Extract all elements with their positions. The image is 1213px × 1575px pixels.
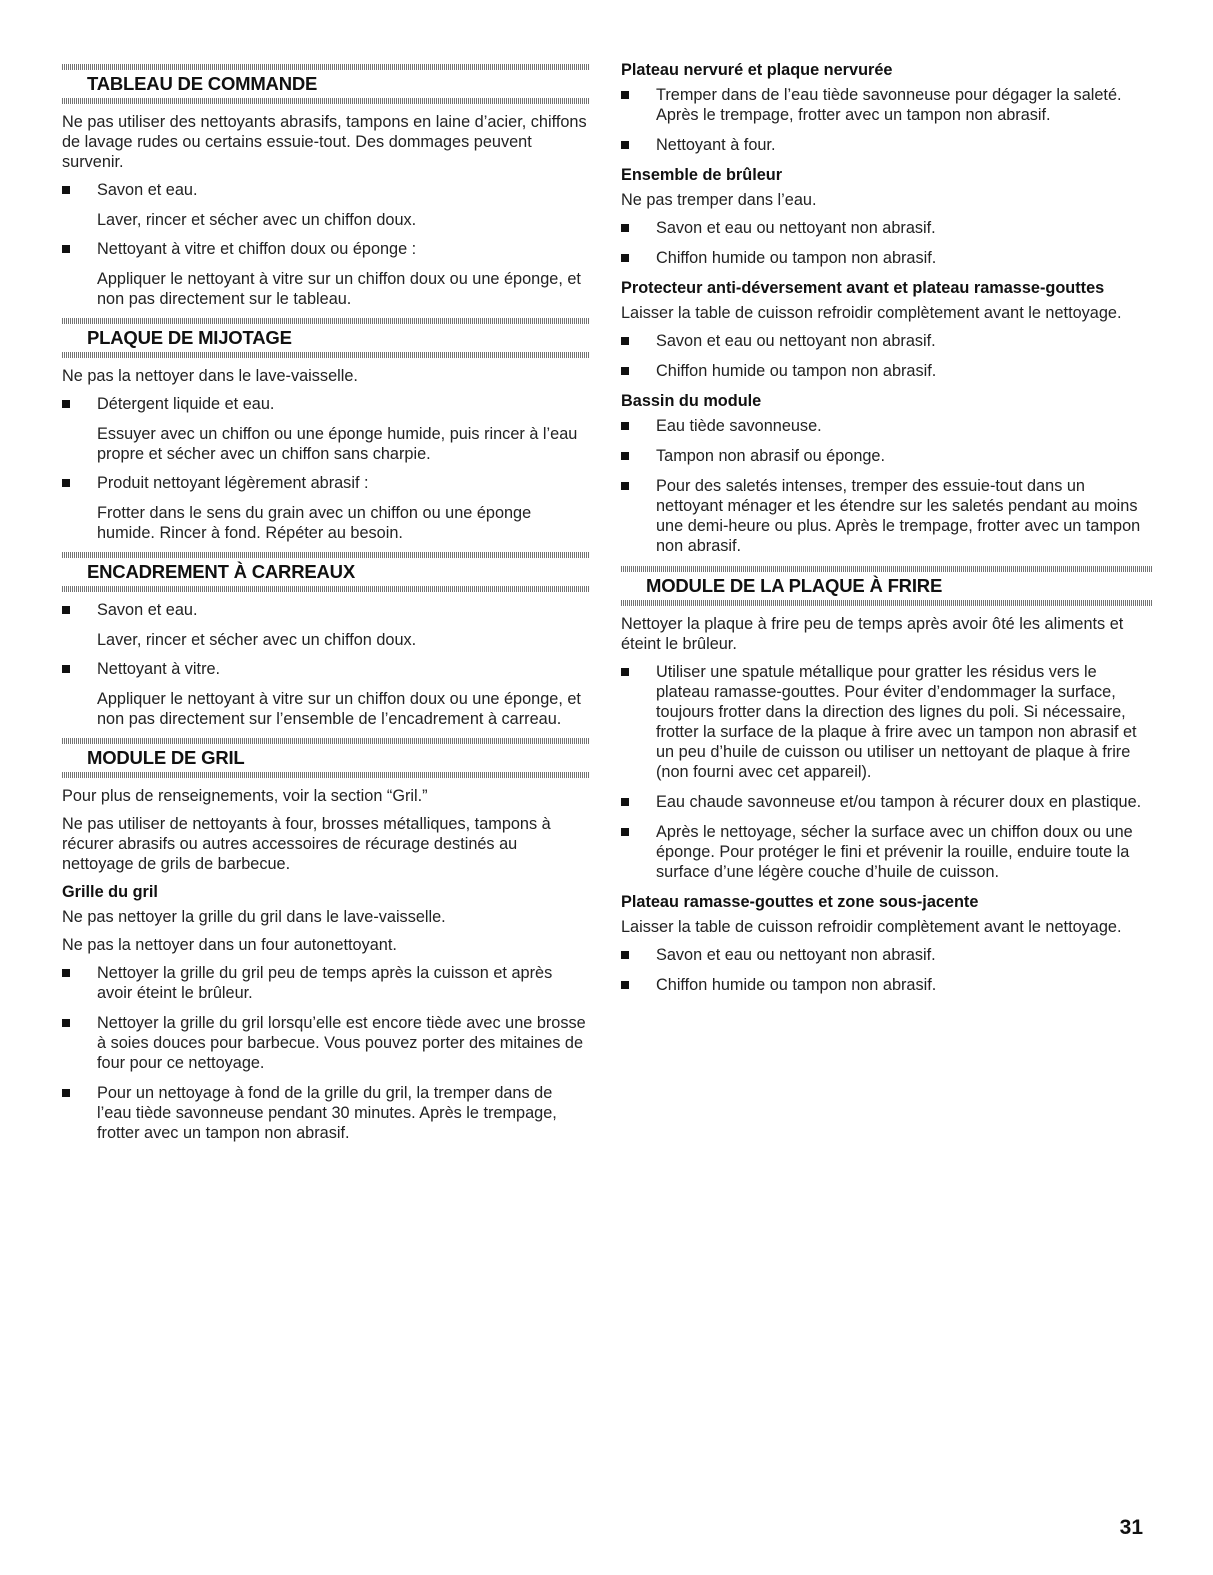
square-bullet-icon bbox=[621, 482, 629, 490]
square-bullet-icon bbox=[621, 798, 629, 806]
paragraph: Ne pas la nettoyer dans un four autonettoyant. bbox=[62, 936, 397, 954]
bullet-text: Nettoyer la grille du gril peu de temps après la cuisson et après avoir éteint le brûleur. bbox=[97, 964, 553, 1002]
indented-paragraph: Laver, rincer et sécher avec un chiffon doux. bbox=[97, 211, 417, 229]
bullet-text: Savon et eau ou nettoyant non abrasif. bbox=[656, 219, 936, 237]
square-bullet-icon bbox=[621, 668, 629, 676]
dotted-rule bbox=[62, 318, 590, 324]
dotted-rule bbox=[62, 738, 590, 744]
subheading: Ensemble de brûleur bbox=[621, 166, 783, 184]
bullet-text: Chiffon humide ou tampon non abrasif. bbox=[656, 249, 937, 267]
section-title: TABLEAU DE COMMANDE bbox=[87, 73, 318, 94]
bullet-text: Tremper dans de l’eau tiède savonneuse pour dégager la saleté. Après le trempage, frotter avec un tampon non abrasif. bbox=[656, 86, 1122, 124]
bullet-text: Savon et eau ou nettoyant non abrasif. bbox=[656, 332, 936, 350]
square-bullet-icon bbox=[621, 828, 629, 836]
bullet-item bbox=[62, 659, 590, 679]
bullet-item bbox=[621, 822, 1153, 882]
paragraph: Ne pas utiliser de nettoyants à four, brosses métalliques, tampons à récurer abrasifs ou autres accessoires de récurage destinés au nettoyage de grils de barbecue. bbox=[62, 815, 551, 873]
bullet-text: Chiffon humide ou tampon non abrasif. bbox=[656, 976, 937, 994]
bullet-text: Nettoyer la grille du gril lorsqu’elle est encore tiède avec une brosse à soies douces pour barbecue. Vous pouvez porter des mitaines de four pour ce nettoyage. bbox=[97, 1014, 586, 1072]
bullet-text: Chiffon humide ou tampon non abrasif. bbox=[656, 362, 937, 380]
bullet-text: Savon et eau ou nettoyant non abrasif. bbox=[656, 946, 936, 964]
bullet-item bbox=[621, 945, 1153, 965]
indented-paragraph: Appliquer le nettoyant à vitre sur un chiffon doux ou une éponge, et non pas directement sur l’ensemble de l’encadrement à carreau. bbox=[97, 690, 581, 728]
section-title: MODULE DE LA PLAQUE À FRIRE bbox=[646, 575, 943, 596]
bullet-text: Savon et eau. bbox=[97, 181, 198, 199]
square-bullet-icon bbox=[62, 1019, 70, 1027]
subheading: Plateau ramasse-gouttes et zone sous-jacente bbox=[621, 893, 979, 911]
square-bullet-icon bbox=[621, 951, 629, 959]
indented-paragraph: Essuyer avec un chiffon ou une éponge humide, puis rincer à l’eau propre et sécher avec un chiffon sans charpie. bbox=[97, 425, 578, 463]
paragraph: Ne pas nettoyer la grille du gril dans le lave-vaisselle. bbox=[62, 908, 446, 926]
section-heading bbox=[62, 552, 590, 592]
indented-paragraph: Frotter dans le sens du grain avec un chiffon ou une éponge humide. Rincer à fond. Répéter au besoin. bbox=[97, 504, 532, 542]
bullet-item bbox=[621, 476, 1153, 556]
square-bullet-icon bbox=[62, 400, 70, 408]
subheading: Protecteur anti-déversement avant et plateau ramasse-gouttes bbox=[621, 279, 1105, 297]
bullet-item bbox=[621, 248, 1153, 268]
dotted-rule bbox=[62, 64, 590, 70]
bullet-text: Nettoyant à four. bbox=[656, 136, 776, 154]
bullet-item bbox=[621, 416, 1153, 436]
indented-paragraph: Laver, rincer et sécher avec un chiffon doux. bbox=[97, 631, 417, 649]
square-bullet-icon bbox=[62, 606, 70, 614]
bullet-text: Eau chaude savonneuse et/ou tampon à récurer doux en plastique. bbox=[656, 793, 1142, 811]
square-bullet-icon bbox=[621, 337, 629, 345]
square-bullet-icon bbox=[62, 1089, 70, 1097]
bullet-item bbox=[621, 662, 1153, 782]
square-bullet-icon bbox=[62, 665, 70, 673]
bullet-text: Pour des saletés intenses, tremper des essuie-tout dans un nettoyant ménager et les étendre sur les saletés pendant au moins une demi-heure ou plus. Après le trempage, frotter avec un tampon non abrasif. bbox=[656, 477, 1141, 555]
bullet-item bbox=[62, 180, 590, 200]
paragraph: Ne pas tremper dans l’eau. bbox=[621, 191, 817, 209]
square-bullet-icon bbox=[621, 91, 629, 99]
dotted-rule bbox=[62, 772, 590, 778]
bullet-text: Pour un nettoyage à fond de la grille du gril, la tremper dans de l’eau tiède savonneuse pendant 30 minutes. Après le trempage, frotter avec un tampon non abrasif. bbox=[97, 1084, 557, 1142]
square-bullet-icon bbox=[621, 981, 629, 989]
bullet-item bbox=[62, 600, 590, 620]
paragraph: Nettoyer la plaque à frire peu de temps après avoir ôté les aliments et éteint le brûleur. bbox=[621, 615, 1124, 653]
bullet-item bbox=[621, 975, 1153, 995]
paragraph: Ne pas la nettoyer dans le lave-vaisselle. bbox=[62, 367, 358, 385]
bullet-item bbox=[621, 85, 1153, 125]
bullet-text: Tampon non abrasif ou éponge. bbox=[656, 447, 886, 465]
bullet-text: Après le nettoyage, sécher la surface avec un chiffon doux ou une éponge. Pour protéger le fini et prévenir la rouille, enduire toute la surface d’une légère couche d’huile de cuisson. bbox=[656, 823, 1133, 881]
section-heading bbox=[62, 738, 590, 778]
bullet-item bbox=[621, 361, 1153, 381]
paragraph: Ne pas utiliser des nettoyants abrasifs, tampons en laine d’acier, chiffons de lavage rudes ou certains essuie-tout. Des dommages peuvent survenir. bbox=[62, 113, 587, 171]
section-heading bbox=[62, 64, 590, 104]
section-title: ENCADREMENT À CARREAUX bbox=[87, 561, 355, 582]
page-number: 31 bbox=[1119, 1516, 1143, 1539]
bullet-item bbox=[62, 1083, 590, 1143]
bullet-text: Eau tiède savonneuse. bbox=[656, 417, 822, 435]
bullet-item bbox=[62, 473, 590, 493]
bullet-item bbox=[62, 963, 590, 1003]
square-bullet-icon bbox=[62, 479, 70, 487]
bullet-text: Savon et eau. bbox=[97, 601, 198, 619]
bullet-item bbox=[621, 446, 1153, 466]
square-bullet-icon bbox=[621, 141, 629, 149]
paragraph: Laisser la table de cuisson refroidir complètement avant le nettoyage. bbox=[621, 304, 1122, 322]
subheading: Bassin du module bbox=[621, 392, 762, 410]
dotted-rule bbox=[62, 352, 590, 358]
subheading: Grille du gril bbox=[62, 883, 158, 901]
section-heading bbox=[62, 318, 590, 358]
right-column bbox=[621, 60, 1153, 1005]
square-bullet-icon bbox=[62, 186, 70, 194]
square-bullet-icon bbox=[621, 452, 629, 460]
paragraph: Pour plus de renseignements, voir la section “Gril.” bbox=[62, 787, 428, 805]
square-bullet-icon bbox=[621, 224, 629, 232]
square-bullet-icon bbox=[62, 969, 70, 977]
bullet-item bbox=[621, 331, 1153, 351]
square-bullet-icon bbox=[621, 367, 629, 375]
dotted-rule bbox=[621, 600, 1153, 606]
subheading: Plateau nervuré et plaque nervurée bbox=[621, 61, 893, 79]
section-title: MODULE DE GRIL bbox=[87, 747, 245, 768]
bullet-text: Détergent liquide et eau. bbox=[97, 395, 275, 413]
dotted-rule bbox=[62, 552, 590, 558]
left-column bbox=[62, 60, 590, 1153]
bullet-item bbox=[62, 394, 590, 414]
dotted-rule bbox=[621, 566, 1153, 572]
bullet-text: Nettoyant à vitre et chiffon doux ou éponge : bbox=[97, 240, 417, 258]
bullet-text: Produit nettoyant légèrement abrasif : bbox=[97, 474, 369, 492]
square-bullet-icon bbox=[62, 245, 70, 253]
indented-paragraph: Appliquer le nettoyant à vitre sur un chiffon doux ou une éponge, et non pas directement sur le tableau. bbox=[97, 270, 581, 308]
square-bullet-icon bbox=[621, 254, 629, 262]
section-heading bbox=[621, 566, 1153, 606]
bullet-text: Utiliser une spatule métallique pour gratter les résidus vers le plateau ramasse-gouttes. Pour éviter d’endommager la surface, toujours frotter dans la direction des lignes du poli. Si nécessaire, frotter la surface de la plaque à frire avec un tampon non abrasif et un peu d’huile de cuisson ou utiliser un nettoyant de plaque à frire (non fourni avec cet appareil). bbox=[656, 663, 1137, 781]
paragraph: Laisser la table de cuisson refroidir complètement avant le nettoyage. bbox=[621, 918, 1122, 936]
bullet-item bbox=[62, 1013, 590, 1073]
square-bullet-icon bbox=[621, 422, 629, 430]
bullet-text: Nettoyant à vitre. bbox=[97, 660, 221, 678]
bullet-item bbox=[62, 239, 590, 259]
dotted-rule bbox=[62, 586, 590, 592]
bullet-item bbox=[621, 792, 1153, 812]
bullet-item bbox=[621, 218, 1153, 238]
bullet-item bbox=[621, 135, 1153, 155]
dotted-rule bbox=[62, 98, 590, 104]
section-title: PLAQUE DE MIJOTAGE bbox=[87, 327, 292, 348]
